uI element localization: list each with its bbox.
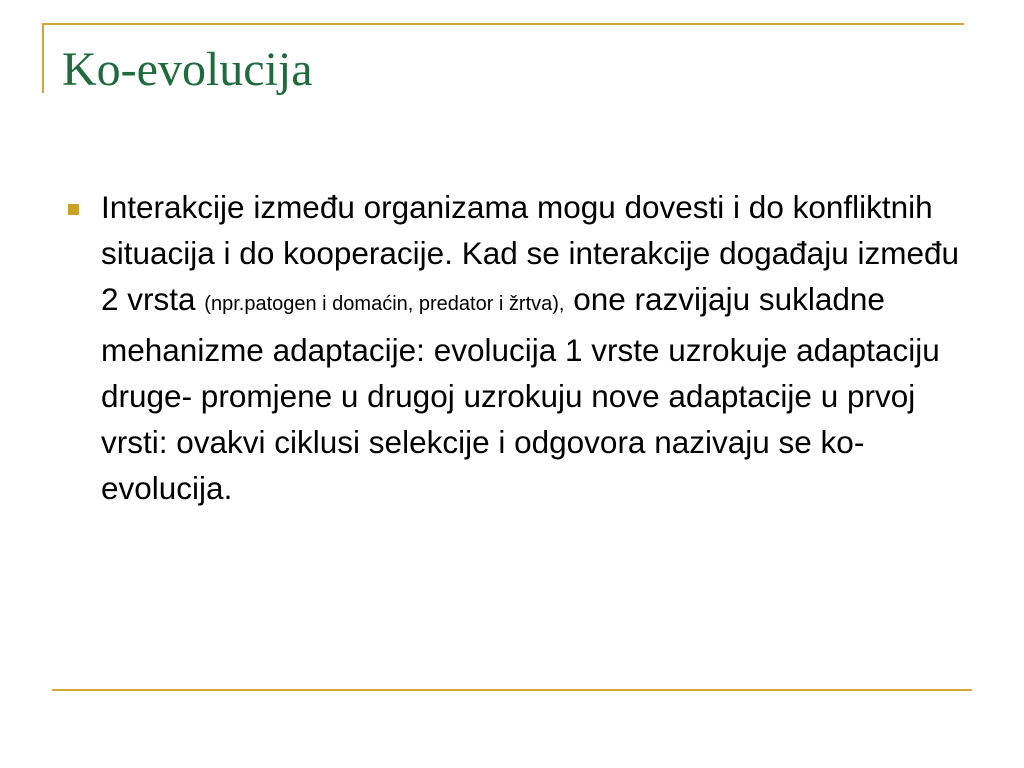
bullet-text-continued: one razvijaju sukladne mehanizme adaptacije: evolucija 1 vrste uzrokuje adaptaciju druge- promjene u drugoj uzrokuju nove adaptacije u prvoj vrsti: ovakvi ciklusi selekcije i odgovora nazivaju se ko-evolucija.	[101, 281, 940, 506]
left-rule	[42, 23, 44, 93]
slide-title: Ko-evolucija	[62, 43, 313, 96]
bullet-text-main: Interakcije između organizama mogu dovesti i do konfliktnih situacija i do kooperacije. Kad se interakcije događaju između 2 vrsta	[101, 189, 960, 317]
square-bullet-icon	[68, 204, 79, 215]
bullet-text-example: (npr.patogen i domaćin, predator i žrtva),	[204, 293, 565, 315]
top-rule	[42, 23, 964, 25]
bottom-rule	[52, 689, 972, 691]
bullet-item	[60, 184, 960, 511]
slide-body	[60, 184, 960, 511]
